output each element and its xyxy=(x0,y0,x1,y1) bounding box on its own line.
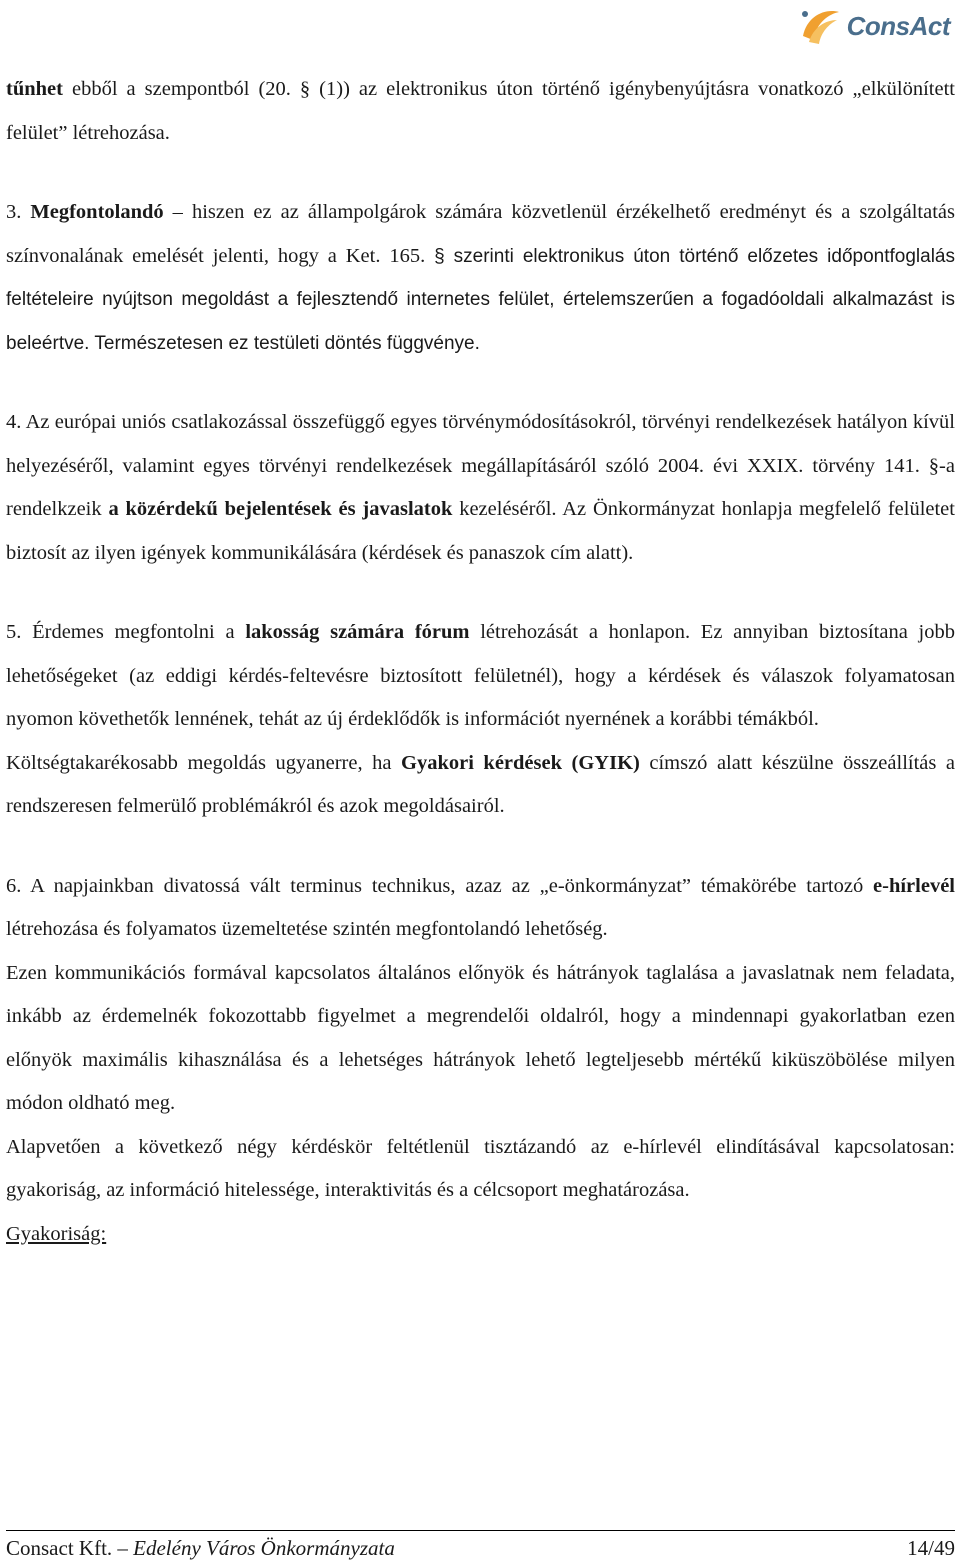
paragraph-4 xyxy=(6,611,955,742)
p3-text-1: 4. Az európai uniós csatlakozással összefüggő egyes törvénymódosításokról, törvényi rendelkezések hatályon kívül helyezéséről, valamint egyes törvényi rendelkezések megállapításáról szóló 2004. évi XXIX. törvény 141. §-a rendelkzeik xyxy=(6,411,955,520)
footer-left xyxy=(6,1535,395,1561)
paragraph-6 xyxy=(6,865,955,952)
page-footer xyxy=(6,1530,955,1561)
paragraph-3 xyxy=(6,401,955,575)
p2-bold: Megfontolandó xyxy=(30,201,164,223)
p6-text-1: 6. A napjainkban divatossá vált terminus technikus, azaz az „e-önkormányzat” témakörébe tartozó xyxy=(6,874,874,897)
p1-text: ebből a szempontból (20. § (1)) az elektronikus úton történő igénybenyújtásra vonatkozó „elkülönített felület” létrehozása. xyxy=(6,78,955,144)
footer-separator: – xyxy=(112,1536,134,1560)
p4-bold: lakosság számára fórum xyxy=(245,621,470,643)
p4-text-1: 5. Érdemes megfontolni a xyxy=(6,621,246,643)
p5-text-1: Költségtakarékosabb megoldás ugyanerre, ha xyxy=(6,751,401,774)
p3-bold: a közérdekű bejelentések és javaslatok xyxy=(108,498,453,520)
p6-text-2: létrehozása és folyamatos üzemeltetése szintén megfontolandó lehetőség. xyxy=(6,918,608,940)
p1-bold: tűnhet xyxy=(6,78,63,100)
footer-page-number: 14/49 xyxy=(907,1536,955,1560)
logo-text: ConsAct xyxy=(846,10,950,41)
subheading-gyakorisag xyxy=(6,1213,955,1257)
subheading-text: Gyakoriság: xyxy=(6,1222,107,1245)
document-body xyxy=(6,68,955,1256)
p6-bold: e-hírlevél xyxy=(873,874,955,897)
footer-company: Consact Kft. xyxy=(6,1536,113,1560)
p2-serif-text: – hiszen ez az állampolgárok számára közvetlenül érzékelhető eredményt és a szolgáltatás színvonalának emelését jelenti, hogy a Ket. 165. xyxy=(6,201,955,267)
paragraph-7: Ezen kommunikációs formával kapcsolatos általános előnyök és hátrányok taglalása a javaslatnak nem feladata, inkább az érdemelnék fokozottabb figyelmet a megrendelői oldalról, hogy a mindennapi gyakorlatban ezen előnyök maximális kihasználása és a lehetséges hátrányok lehető legteljesebb mértékű kiküszöbölése milyen módon oldható meg. xyxy=(6,961,955,1114)
p5-bold: Gyakori kérdések (GYIK) xyxy=(401,751,640,774)
p3-text-2: kezeléséről. Az Önkormányzat honlapja megfelelő felületet biztosít az ilyen igények kommunikálására (kérdések és panaszok cím alatt). xyxy=(6,498,955,564)
p5-text-2: címszó alatt készülne összeállítás a rendszeresen felmerülő problémákról és azok megoldásairól. xyxy=(6,751,955,817)
p2-number: 3. xyxy=(6,201,31,223)
consact-logo xyxy=(799,4,950,48)
paragraph-2 xyxy=(6,191,955,365)
footer-client: Edelény Város Önkormányzata xyxy=(133,1536,395,1560)
paragraph-1 xyxy=(6,68,955,155)
paragraph-5 xyxy=(6,742,955,829)
p2-sans-text: § szerinti elektronikus úton történő előzetes időpontfoglalás feltételeire nyújtson megoldást a fejlesztendő internetes felület, értelemszerűen a fogadóoldali alkalmazást is beleértve. Természetesen ez testületi döntés függvénye. xyxy=(6,245,956,354)
consact-swoosh-icon xyxy=(799,6,843,46)
p4-text-2: létrehozását a honlapon. Ez annyiban biztosítana jobb lehetőségeket (az eddigi kérdés-feltevésre biztosított felületnél), hogy a kérdések és válaszok folyamatosan nyomon követhetők lennének, tehát az új érdeklődők is információt nyernének a korábbi témákból. xyxy=(6,621,955,730)
paragraph-8: Alapvetően a következő négy kérdéskör feltétlenül tisztázandó az e-hírlevél elindításával kapcsolatosan: gyakoriság, az információ hitelessége, interaktivitás és a célcsoport meghatározása. xyxy=(6,1135,955,1201)
